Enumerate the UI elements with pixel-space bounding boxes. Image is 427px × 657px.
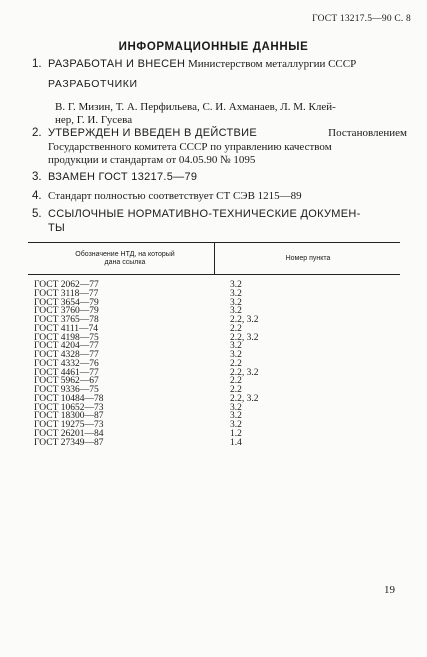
table-header-rule [28,274,400,275]
section-number: 5. [32,208,42,220]
section-heading: ВЗАМЕН ГОСТ 13217.5—79 [48,171,198,183]
table-row-ntd: ГОСТ 3654—79 [34,297,99,308]
page-number: 19 [384,584,395,596]
table-row-ntd: ГОСТ 4328—77 [34,350,99,360]
section-1 [32,58,407,72]
table-row-ntd: ГОСТ 5962—67 [34,376,99,387]
table-row-clause: 3.2 [230,306,242,317]
table-row-ntd: ГОСТ 4461—77 [34,367,99,378]
section-4 [32,190,407,204]
table-row-clause: 2.2 [230,376,242,387]
table-row-ntd: ГОСТ 4111—74 [34,323,99,334]
table-row-ntd: ГОСТ 3765—78 [34,315,99,325]
section-number: 1. [32,58,42,70]
section-text: Государственного комитета СССР по управлению качеством [48,140,332,153]
table-row-clause: 2.2 [230,323,242,334]
section-heading: ССЫЛОЧНЫЕ НОРМАТИВНО-ТЕХНИЧЕСКИЕ ДОКУМЕН- [48,208,361,220]
table-col1 [34,281,214,447]
page-title: ИНФОРМАЦИОННЫЕ ДАННЫЕ [118,41,309,53]
section-heading: УТВЕРЖДЕН И ВВЕДЕН В ДЕЙСТВИЕ [48,127,257,139]
table-row-ntd: ГОСТ 4332—76 [34,358,99,369]
table-row-clause: 1.4 [230,437,242,448]
table-row-clause: 2.2, 3.2 [230,367,259,378]
table-row-ntd: ГОСТ 10652—73 [34,402,104,413]
section-heading: РАЗРАБОТАН И ВНЕСЕН [48,58,186,70]
table-row-clause: 2.2, 3.2 [230,315,259,325]
table-row-clause: 2.2, 3.2 [230,332,259,343]
table-row-clause: 3.2 [230,350,242,360]
table-header-col2: Номер пункта [285,255,331,262]
table-row-clause: 3.2 [230,341,242,352]
page-header: ГОСТ 13217.5—90 С. 8 [312,14,411,24]
table-row-ntd: ГОСТ 3760—79 [34,306,99,317]
table-row-clause: 3.2 [230,280,242,290]
section-number: 3. [32,171,42,183]
developers-block [32,78,407,128]
table-row-clause: 3.2 [230,420,242,430]
section-number: 4. [32,190,42,202]
table-row-ntd: ГОСТ 9336—75 [34,385,99,395]
section-number: 2. [32,127,42,139]
table-row-ntd: ГОСТ 4204—77 [34,341,99,352]
table-row-clause: 3.2 [230,288,242,299]
table-row-ntd: ГОСТ 2062—77 [34,280,99,290]
section-text: Постановлением [328,127,407,139]
table-row-clause: 1.2 [230,428,242,439]
table-row-ntd: ГОСТ 3118—77 [34,288,99,299]
table-row-ntd: ГОСТ 19275—73 [34,420,104,430]
section-text: Стандарт полностью соответствует СТ СЭВ 1215—89 [48,190,302,202]
table-row-clause: 3.2 [230,297,242,308]
table-row-ntd: ГОСТ 26201—84 [34,428,104,439]
section-text: Министерством металлургии СССР [188,58,357,70]
table-row-ntd: ГОСТ 10484—78 [34,393,104,404]
section-3 [32,171,407,185]
table-row-ntd: ГОСТ 18300—87 [34,411,104,422]
authors-line: В. Г. Мизин, Т. А. Перфильева, С. И. Ахманаев, Л. М. Клей- [55,100,336,113]
table-row-clause: 2.2 [230,358,242,369]
table-row-clause: 2.2, 3.2 [230,393,259,404]
section-5 [32,208,407,235]
developers-heading: РАЗРАБОТЧИКИ [48,78,138,90]
table-row-clause: 3.2 [230,402,242,413]
table-row-clause: 3.2 [230,411,242,422]
section-2 [32,127,407,168]
table-header-col1: Обозначение НТД, на который дана ссылка [75,251,175,266]
table-row-ntd: ГОСТ 4198—75 [34,332,99,343]
section-text: продукции и стандартам от 04.05.90 № 1095 [48,154,256,166]
table-column-divider [214,242,215,274]
section-heading: ТЫ [48,221,66,234]
table-col2 [230,281,380,447]
authors-line: нер, Г. И. Гусева [55,114,133,126]
table-row-clause: 2.2 [230,385,242,395]
table-row-ntd: ГОСТ 27349—87 [34,437,104,448]
